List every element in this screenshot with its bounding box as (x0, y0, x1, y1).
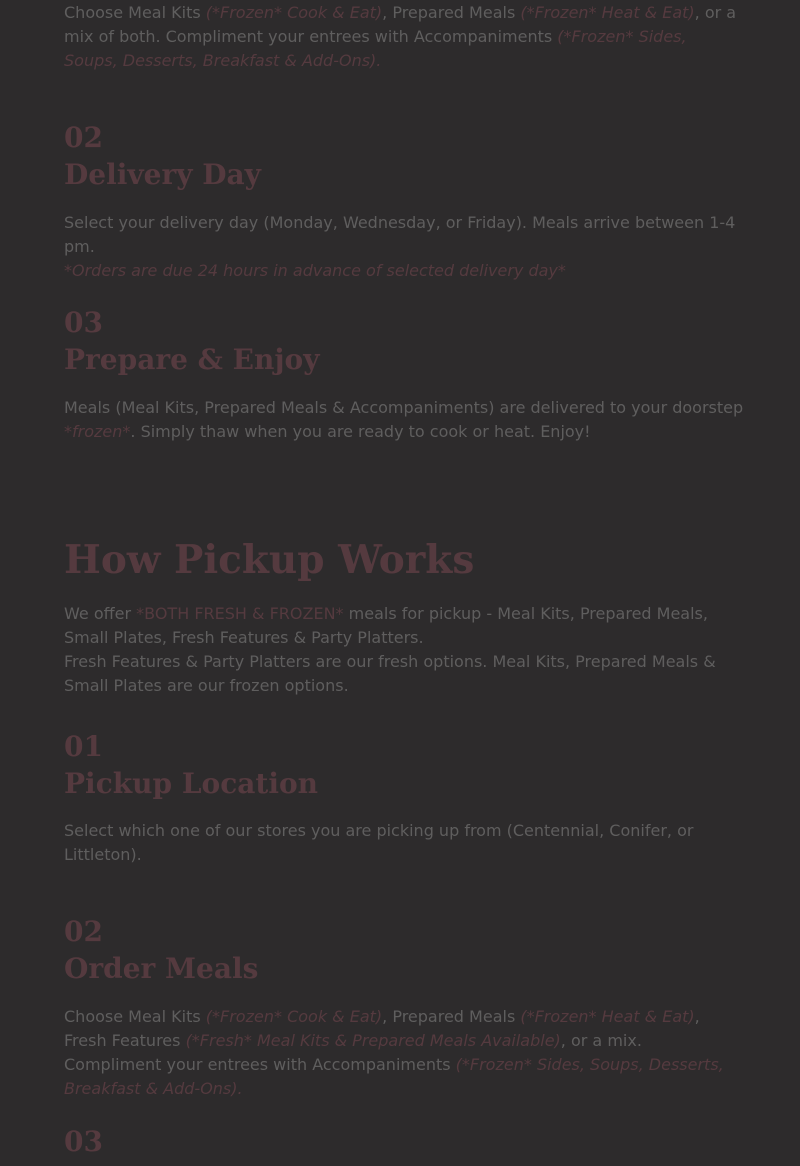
text-segment: Choose Meal Kits (64, 1007, 206, 1026)
pickup-step1-number: 01 (64, 730, 103, 763)
delivery-order-note: *Orders are due 24 hours in advance of selected delivery day* (64, 261, 566, 280)
delivery-step3-number: 03 (64, 306, 103, 339)
text-segment: . Simply thaw when you are ready to cook or heat. Enjoy! (130, 422, 591, 441)
emphasis-text: (*Frozen* Cook & Eat) (205, 1007, 383, 1026)
emphasis-text: (*Frozen* Cook & Eat) (205, 3, 383, 22)
text-segment: , Prepared Meals (382, 1007, 521, 1026)
text-segment: Meals (Meal Kits, Prepared Meals & Accompaniments) are delivered to your doorstep (64, 398, 744, 417)
emphasis-text: (*Frozen* Heat & Eat) (520, 1007, 695, 1026)
text-segment: , Fresh Features (64, 1007, 700, 1050)
text-segment: , or a mix. Compliment your entrees with Accompaniments (64, 1031, 642, 1074)
text-segment: , or a mix of both. Compliment your entrees with Accompaniments (64, 3, 737, 46)
delivery-step3-title: Prepare & Enjoy (64, 343, 320, 376)
pickup-step3-number: 03 (64, 1125, 103, 1158)
delivery-step1-description (64, 1, 744, 73)
pickup-step2-number: 02 (64, 915, 103, 948)
delivery-step2-number: 02 (64, 121, 103, 154)
pickup-step1-description: Select which one of our stores you are picking up from (Centennial, Conifer, or Littleton). (64, 821, 694, 864)
text-segment: , Prepared Meals (382, 3, 521, 22)
delivery-step2-title: Delivery Day (64, 158, 261, 191)
pickup-step2-description (64, 1005, 744, 1101)
fresh-frozen-highlight: *BOTH FRESH & FROZEN* (136, 604, 344, 623)
pickup-step2-title: Order Meals (64, 952, 259, 985)
pickup-intro (64, 602, 744, 698)
text-segment: meals for pickup - Meal Kits, Prepared Meals, Small Plates, Fresh Features & Party Platters. (64, 604, 708, 647)
pickup-section-title: How Pickup Works (64, 537, 475, 583)
pickup-step1-title: Pickup Location (64, 767, 318, 800)
emphasis-text: (*Frozen* Heat & Eat) (520, 3, 695, 22)
emphasis-text: (*Frozen* Sides, Soups, Desserts, Breakfast & Add-Ons). (64, 27, 687, 70)
emphasis-text: (*Fresh* Meal Kits & Prepared Meals Available) (185, 1031, 561, 1050)
text-segment: Choose Meal Kits (64, 3, 206, 22)
text-segment: Select your delivery day (Monday, Wednesday, or Friday). Meals arrive between 1-4 pm. (64, 213, 736, 256)
text-segment: We offer (64, 604, 137, 623)
emphasis-text: (*Frozen* Sides, Soups, Desserts, Breakfast & Add-Ons). (64, 1055, 724, 1098)
text-segment: Fresh Features & Party Platters are our fresh options. Meal Kits, Prepared Meals & Small Plates are our frozen options. (64, 652, 716, 695)
delivery-step2-description (64, 211, 744, 283)
emphasis-text: *frozen* (64, 422, 131, 441)
delivery-step3-description (64, 396, 744, 444)
